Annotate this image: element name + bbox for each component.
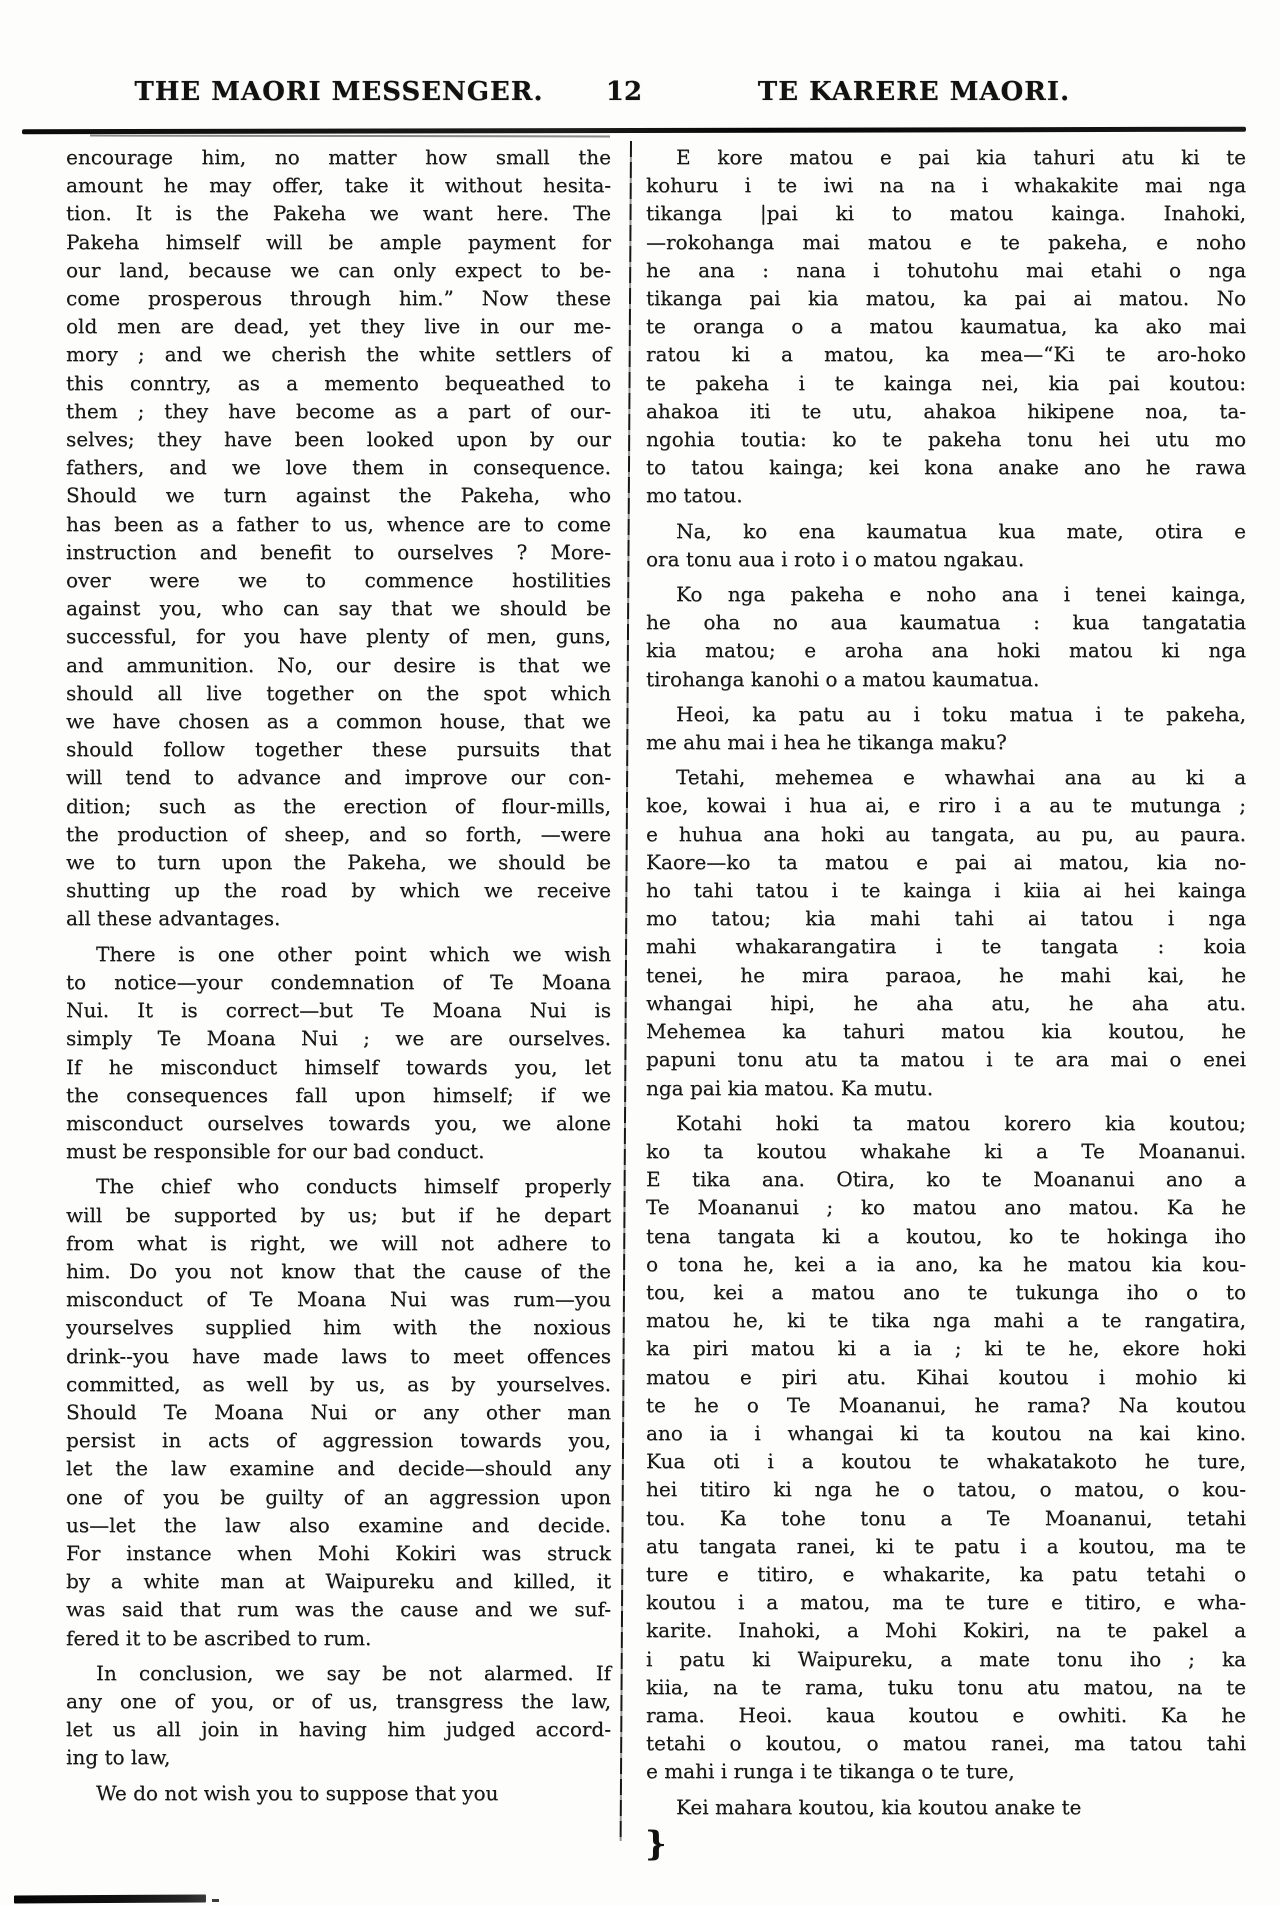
paragraph <box>66 1172 611 1651</box>
text-line: Tetahi, mehemea e whawhai ana au ki a <box>676 765 1246 790</box>
text-line: Kei mahara koutou, kia koutou anake te <box>676 1794 1082 1819</box>
text-line: successful, for you have plenty of men, guns, <box>66 624 611 649</box>
text-line: and ammunition. No, our desire is that we <box>66 652 611 677</box>
text-line: i patu ki Waipureku, a mate tonu iho ; ka <box>646 1646 1246 1671</box>
paragraph <box>646 763 1246 1101</box>
text-line: tou, kei a matou ano te tukunga iho o to <box>646 1279 1246 1304</box>
text-line: te pakeha i te kainga nei, kia pai koutou: <box>646 370 1246 395</box>
text-line: all these advantages. <box>66 906 281 931</box>
text-line: misconduct ourselves towards you, we alone <box>66 1110 611 1135</box>
text-line: —rokohanga mai matou e te pakeha, e noho <box>646 229 1246 254</box>
text-line: to notice—your condemnation of Te Moana <box>66 969 611 994</box>
text-line: There is one other point which we wish <box>96 941 611 966</box>
text-line: whangai hipi, he aha atu, he aha atu. <box>646 990 1246 1015</box>
text-line: me ahu mai i hea he tikanga maku? <box>646 730 1007 755</box>
text-line: was said that rum was the cause and we suf- <box>66 1597 611 1622</box>
text-line: dition; such as the erection of flour-mills, <box>66 793 611 818</box>
paragraph <box>66 1779 611 1807</box>
text-line: karite. Inahoki, a Mohi Kokiri, na te pakel a <box>646 1618 1246 1643</box>
paragraph <box>66 143 611 933</box>
text-line: Pakeha himself will be ample payment for <box>66 229 611 254</box>
paragraph <box>646 700 1246 756</box>
text-line: The chief who conducts himself properly <box>96 1174 611 1199</box>
text-line: yourselves supplied him with the noxious <box>66 1315 611 1340</box>
text-line: koutou i a matou, ma te ture e titiro, e wha- <box>646 1590 1246 1615</box>
text-line: by a white man at Waipureku and killed, it <box>66 1569 611 1594</box>
text-line: the production of sheep, and so forth, —were <box>66 821 611 846</box>
newspaper-title-english: THE MAORI MESSENGER. <box>134 77 544 107</box>
text-line: Mehemea ka tahuri matou kia koutou, he <box>646 1019 1246 1044</box>
text-line: matou he, ki te tika nga mahi a te rangatira, <box>646 1308 1246 1333</box>
text-line: must be responsible for our bad conduct. <box>66 1139 485 1164</box>
text-line: Te Moananui ; ko matou ano matou. Ka he <box>646 1195 1246 1220</box>
text-line: shutting up the road by which we receive <box>66 878 611 903</box>
text-line: this conntry, as a memento bequeathed to <box>66 370 611 395</box>
text-line: te he o Te Moananui, he rama? Na koutou <box>646 1392 1246 1417</box>
english-text-column <box>66 143 611 1807</box>
text-line: ora tonu aua i roto i o matou ngakau. <box>646 546 1025 571</box>
text-line: For instance when Mohi Kokiri was struck <box>66 1540 611 1565</box>
text-line: will be supported by us; but if he depart <box>66 1202 611 1227</box>
text-line: ano ia i whangai ki ta koutou na kai kino. <box>646 1420 1246 1445</box>
text-line: ho tahi tatou i te kainga i kiia ai hei kainga <box>646 878 1246 903</box>
text-line: mo tatou; kia mahi tahi ai tatou i nga <box>646 906 1246 931</box>
text-line: ratou ki a matou, ka mea—“Ki te aro-hoko <box>646 342 1246 367</box>
text-line: one of you be guilty of an aggression upon <box>66 1484 611 1509</box>
text-line: against you, who can say that we should be <box>66 596 611 621</box>
text-line: E kore matou e pai kia tahuri atu ki te <box>676 145 1246 169</box>
text-line: simply Te Moana Nui ; we are ourselves. <box>66 1026 611 1051</box>
text-line: drink--you have made laws to meet offences <box>66 1343 611 1368</box>
text-line: mory ; and we cherish the white settlers of <box>66 342 611 367</box>
column-divider-rule <box>620 141 632 1841</box>
paragraph <box>646 517 1246 573</box>
text-line: persist in acts of aggression towards you, <box>66 1428 611 1453</box>
text-line: over were we to commence hostilities <box>66 568 611 593</box>
text-line: fathers, and we love them in consequence. <box>66 455 611 480</box>
text-line: tion. It is the Pakeha we want here. The <box>66 201 611 226</box>
text-line: tou. Ka tohe tonu a Te Moananui, tetahi <box>646 1505 1246 1530</box>
text-line: Nui. It is correct—but Te Moana Nui is <box>66 998 611 1023</box>
bottom-ink-smudge <box>14 1894 206 1903</box>
text-line: o tona he, kei a ia ano, ka he matou kia kou- <box>646 1251 1246 1276</box>
text-line: e huhua ana hoki au tangata, au pu, au paura. <box>646 821 1246 846</box>
text-line: let us all join in having him judged accord- <box>66 1717 611 1742</box>
text-line: We do not wish you to suppose that you <box>96 1780 499 1805</box>
text-line: tikanga pai kia matou, ka pai ai matou. No <box>646 286 1246 311</box>
text-line: the consequences fall upon himself; if we <box>66 1082 611 1107</box>
paragraph <box>646 1793 1246 1821</box>
text-line: he ana : nana i tohutohu mai etahi o nga <box>646 257 1246 282</box>
header-rule <box>22 127 1246 135</box>
text-line: we to turn upon the Pakeha, we should be <box>66 850 611 875</box>
text-line: mo tatou. <box>646 483 743 508</box>
text-line: selves; they have been looked upon by our <box>66 427 611 452</box>
text-line: our land, because we can only expect to be- <box>66 257 611 282</box>
text-line: atu tangata ranei, ki te patu i a koutou, ma te <box>646 1533 1246 1558</box>
text-line: any one of you, or of us, transgress the law, <box>66 1688 611 1713</box>
text-line: Should we turn against the Pakeha, who <box>66 483 611 508</box>
text-line: koe, kowai i hua ai, e riro i a au te mutunga ; <box>646 793 1246 818</box>
text-line: ing to law, <box>66 1745 171 1770</box>
newspaper-title-maori: TE KARERE MAORI. <box>757 77 1071 107</box>
text-line: In conclusion, we say be not alarmed. If <box>96 1660 611 1685</box>
text-line: instruction and benefit to ourselves ? More- <box>66 539 611 564</box>
paragraph <box>646 143 1246 510</box>
text-line: Kotahi hoki ta matou korero kia koutou; <box>676 1110 1246 1135</box>
text-line: encourage him, no matter how small the <box>66 145 611 169</box>
text-line: mahi whakarangatira i te tangata : koia <box>646 934 1246 959</box>
text-line: from what is right, we will not adhere to <box>66 1230 611 1255</box>
text-line: committed, as well by us, as by yourselves. <box>66 1371 611 1396</box>
paragraph <box>646 580 1246 693</box>
text-line: us—let the law also examine and decide. <box>66 1512 611 1537</box>
text-line: Kua oti i a koutou te whakatakoto he ture, <box>646 1449 1246 1474</box>
text-line: he oha no aua kaumatua : kua tangatatia <box>646 610 1246 635</box>
bottom-ink-tick <box>212 1899 219 1902</box>
text-line: kia matou; e aroha ana hoki matou ki nga <box>646 638 1246 663</box>
text-line: old men are dead, yet they live in our me- <box>66 314 611 339</box>
text-line: ka piri matou ki a ia ; ki te he, ekore hoki <box>646 1336 1246 1361</box>
header-rule-echo <box>90 135 610 138</box>
text-line: tena tangata ki a koutou, ko te hokinga iho <box>646 1223 1246 1248</box>
text-line: Heoi, ka patu au i toku matua i te pakeha, <box>676 701 1246 726</box>
text-line: nga pai kia matou. Ka mutu. <box>646 1075 934 1100</box>
text-line: let the law examine and decide—should any <box>66 1456 611 1481</box>
text-line: tikanga |pai ki to matou kainga. Inahoki, <box>646 201 1246 226</box>
text-line: should follow together these pursuits that <box>66 737 611 762</box>
text-line: Ko nga pakeha e noho ana i tenei kainga, <box>676 582 1246 607</box>
divider-tail-mark: } <box>645 1824 667 1864</box>
text-line: ko ta koutou whakahe ki a Te Moananui. <box>646 1138 1246 1163</box>
text-line: rama. Heoi. kaua koutou e owhiti. Ka he <box>646 1702 1246 1727</box>
text-line: papuni tonu atu ta matou i te ara mai o enei <box>646 1047 1246 1072</box>
text-line: has been as a father to us, whence are to come <box>66 511 611 536</box>
text-line: we have chosen as a common house, that we <box>66 709 611 734</box>
text-line: tenei, he mira paraoa, he mahi kai, he <box>646 962 1246 987</box>
text-line: If he misconduct himself towards you, let <box>66 1054 611 1079</box>
text-line: tetahi o koutou, o matou ranei, ma tatou tahi <box>646 1731 1246 1756</box>
maori-text-column <box>646 143 1246 1821</box>
text-line: will tend to advance and improve our con- <box>66 765 611 790</box>
page-number: 12 <box>605 77 643 107</box>
text-line: Kaore—ko ta matou e pai ai matou, kia no- <box>646 849 1246 874</box>
text-line: misconduct of Te Moana Nui was rum—you <box>66 1287 611 1312</box>
text-line: to tatou kainga; kei kona anake ano he rawa <box>646 455 1246 480</box>
text-line: fered it to be ascribed to rum. <box>66 1625 372 1650</box>
text-line: kiia, na te rama, tuku tonu atu matou, na te <box>646 1674 1246 1699</box>
paragraph <box>66 940 611 1166</box>
text-line: matou e piri atu. Kihai koutou i mohio ki <box>646 1364 1246 1389</box>
text-line: Should Te Moana Nui or any other man <box>66 1399 611 1424</box>
text-line: hei titiro ki nga he o tatou, o matou, o kou- <box>646 1477 1246 1502</box>
paragraph <box>66 1659 611 1772</box>
text-line: come prosperous through him.” Now these <box>66 286 611 311</box>
text-line: kohuru i te iwi na na i whakakite mai nga <box>646 173 1246 198</box>
text-line: E tika ana. Otira, ko te Moananui ano a <box>646 1167 1246 1192</box>
text-line: ture e titiro, e whakarite, ka patu tetahi o <box>646 1561 1246 1586</box>
text-line: ahakoa iti te utu, ahakoa hikipene noa, ta- <box>646 398 1246 423</box>
paragraph <box>646 1109 1246 1786</box>
text-line: te oranga o a matou kaumatua, ka ako mai <box>646 314 1246 339</box>
text-line: e mahi i runga i te tikanga o te ture, <box>646 1759 1015 1784</box>
text-line: Na, ko ena kaumatua kua mate, otira e <box>676 518 1246 543</box>
text-line: him. Do you not know that the cause of the <box>66 1258 611 1283</box>
text-line: tirohanga kanohi o a matou kaumatua. <box>646 666 1040 691</box>
text-line: should all live together on the spot which <box>66 680 611 705</box>
text-line: ngohia toutia: ko te pakeha tonu hei utu mo <box>646 427 1246 452</box>
text-line: them ; they have become as a part of our- <box>66 398 611 423</box>
text-line: amount he may offer, take it without hesita- <box>66 173 611 198</box>
